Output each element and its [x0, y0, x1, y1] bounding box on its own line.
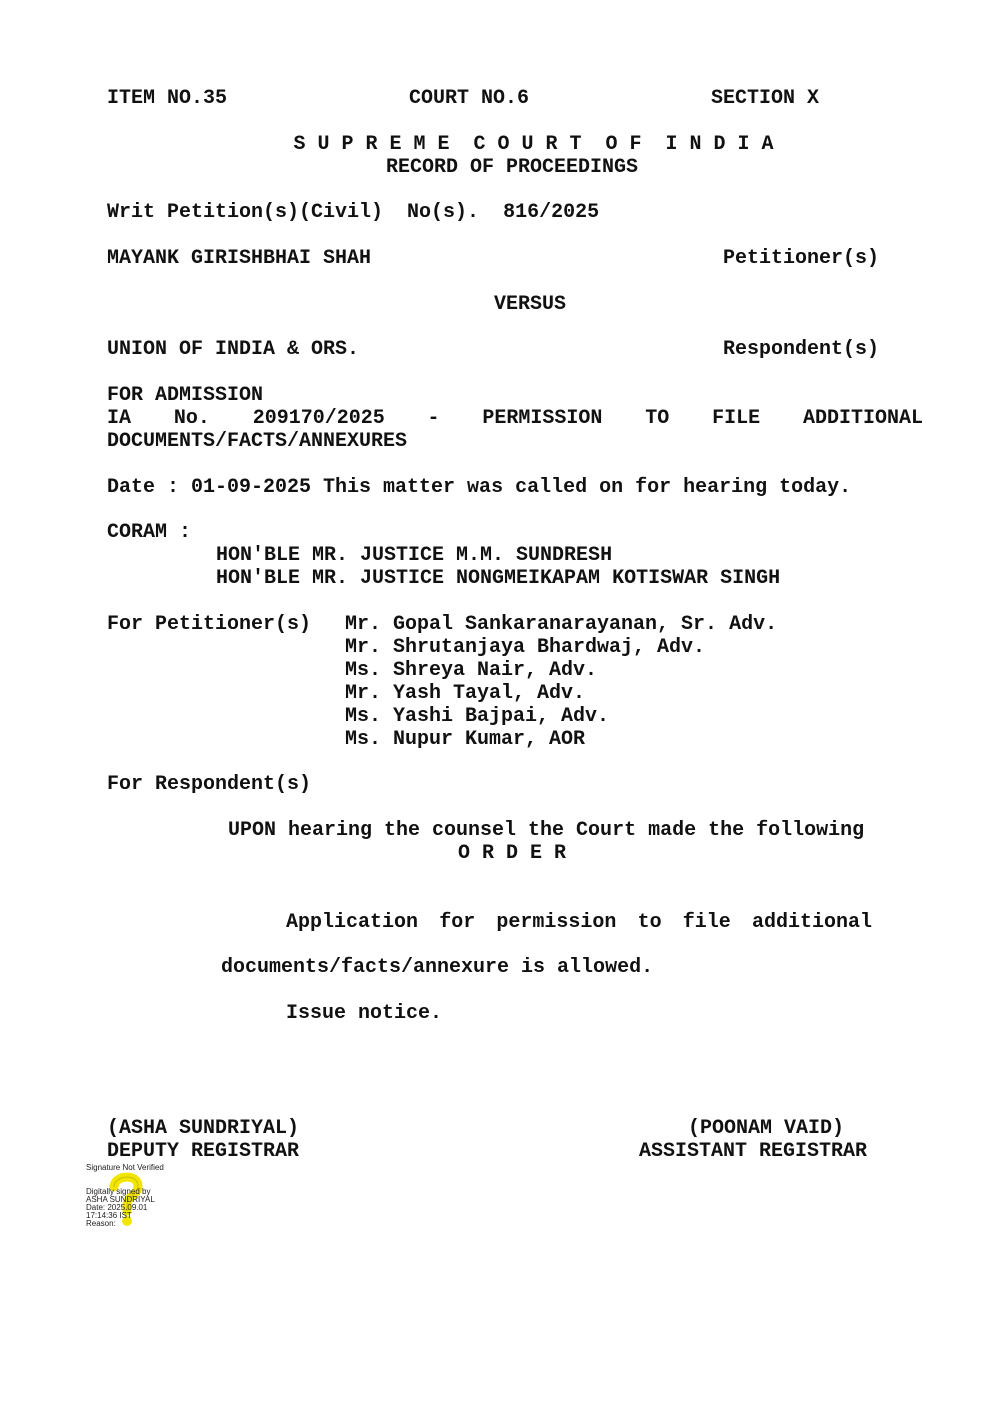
petitioner-counsel-label: For Petitioner(s) [107, 613, 312, 636]
order-word: additional [751, 911, 872, 934]
versus: VERSUS [494, 293, 567, 316]
hearing-date-line: Date : 01-09-2025 This matter was called on for hearing today. [107, 476, 852, 499]
order-word: permission [496, 911, 617, 934]
right-signatory-name: (POONAM VAID) [688, 1117, 845, 1140]
ia-word: ADDITIONAL [802, 407, 923, 430]
order-paragraph-1-line-1 [286, 911, 872, 935]
order-word: for [439, 911, 476, 934]
signature-status: Signature Not Verified [86, 1163, 164, 1172]
ia-word: IA [107, 407, 132, 430]
counsel-name: Mr. Gopal Sankaranarayanan, Sr. Adv. [345, 613, 778, 636]
order-word: to [637, 911, 662, 934]
record-title: RECORD OF PROCEEDINGS [386, 156, 639, 179]
judge-1: HON'BLE MR. JUSTICE M.M. SUNDRESH [216, 544, 613, 567]
ia-word: 209170/2025 [252, 407, 385, 430]
order-title: O R D E R [458, 842, 567, 865]
respondent-counsel-label: For Respondent(s) [107, 773, 312, 796]
counsel-name: Mr. Shrutanjaya Bhardwaj, Adv. [345, 636, 706, 659]
signature-line: Reason: [86, 1219, 116, 1228]
coram-label: CORAM : [107, 521, 192, 544]
ia-word: PERMISSION [482, 407, 603, 430]
petitioner-role: Petitioner(s) [723, 247, 880, 270]
digital-signature-stamp[interactable] [86, 1163, 181, 1229]
order-word: Application [286, 911, 419, 934]
judge-2: HON'BLE MR. JUSTICE NONGMEIKAPAM KOTISWAR SINGH [216, 567, 781, 590]
ia-line [107, 407, 923, 431]
ia-word: TO [645, 407, 670, 430]
order-word: file [682, 911, 731, 934]
case-number: Writ Petition(s)(Civil) No(s). 816/2025 [107, 201, 600, 224]
ia-word: - [427, 407, 440, 430]
item-number: ITEM NO.35 [107, 87, 228, 110]
left-signatory-name: (ASHA SUNDRIYAL) [107, 1117, 300, 1140]
ia-word: FILE [712, 407, 761, 430]
ia-line-2: DOCUMENTS/FACTS/ANNEXURES [107, 430, 408, 453]
admission-heading: FOR ADMISSION [107, 384, 264, 407]
respondent-role: Respondent(s) [723, 338, 880, 361]
signature-line: Date: 2025.09.01 [86, 1203, 148, 1212]
left-signatory-title: DEPUTY REGISTRAR [107, 1140, 300, 1163]
ia-word: No. [173, 407, 210, 430]
order-paragraph-2: Issue notice. [286, 1002, 443, 1025]
counsel-name: Ms. Yashi Bajpai, Adv. [345, 705, 610, 728]
order-paragraph-1-line-2: documents/facts/annexure is allowed. [221, 956, 654, 979]
counsel-name: Mr. Yash Tayal, Adv. [345, 682, 586, 705]
order-intro: UPON hearing the counsel the Court made the following [228, 819, 865, 842]
counsel-name: Ms. Shreya Nair, Adv. [345, 659, 598, 682]
court-number: COURT NO.6 [409, 87, 530, 110]
petitioner-name: MAYANK GIRISHBHAI SHAH [107, 247, 372, 270]
counsel-name: Ms. Nupur Kumar, AOR [345, 728, 586, 751]
respondent-name: UNION OF INDIA & ORS. [107, 338, 360, 361]
signature-line: ASHA SUNDRIYAL [86, 1195, 155, 1204]
court-title: S U P R E M E C O U R T O F I N D I A [293, 133, 774, 156]
signature-line: 17:14:36 IST [86, 1211, 132, 1220]
section: SECTION X [711, 87, 820, 110]
signature-line: Digitally signed by [86, 1187, 151, 1196]
right-signatory-title: ASSISTANT REGISTRAR [639, 1140, 868, 1163]
